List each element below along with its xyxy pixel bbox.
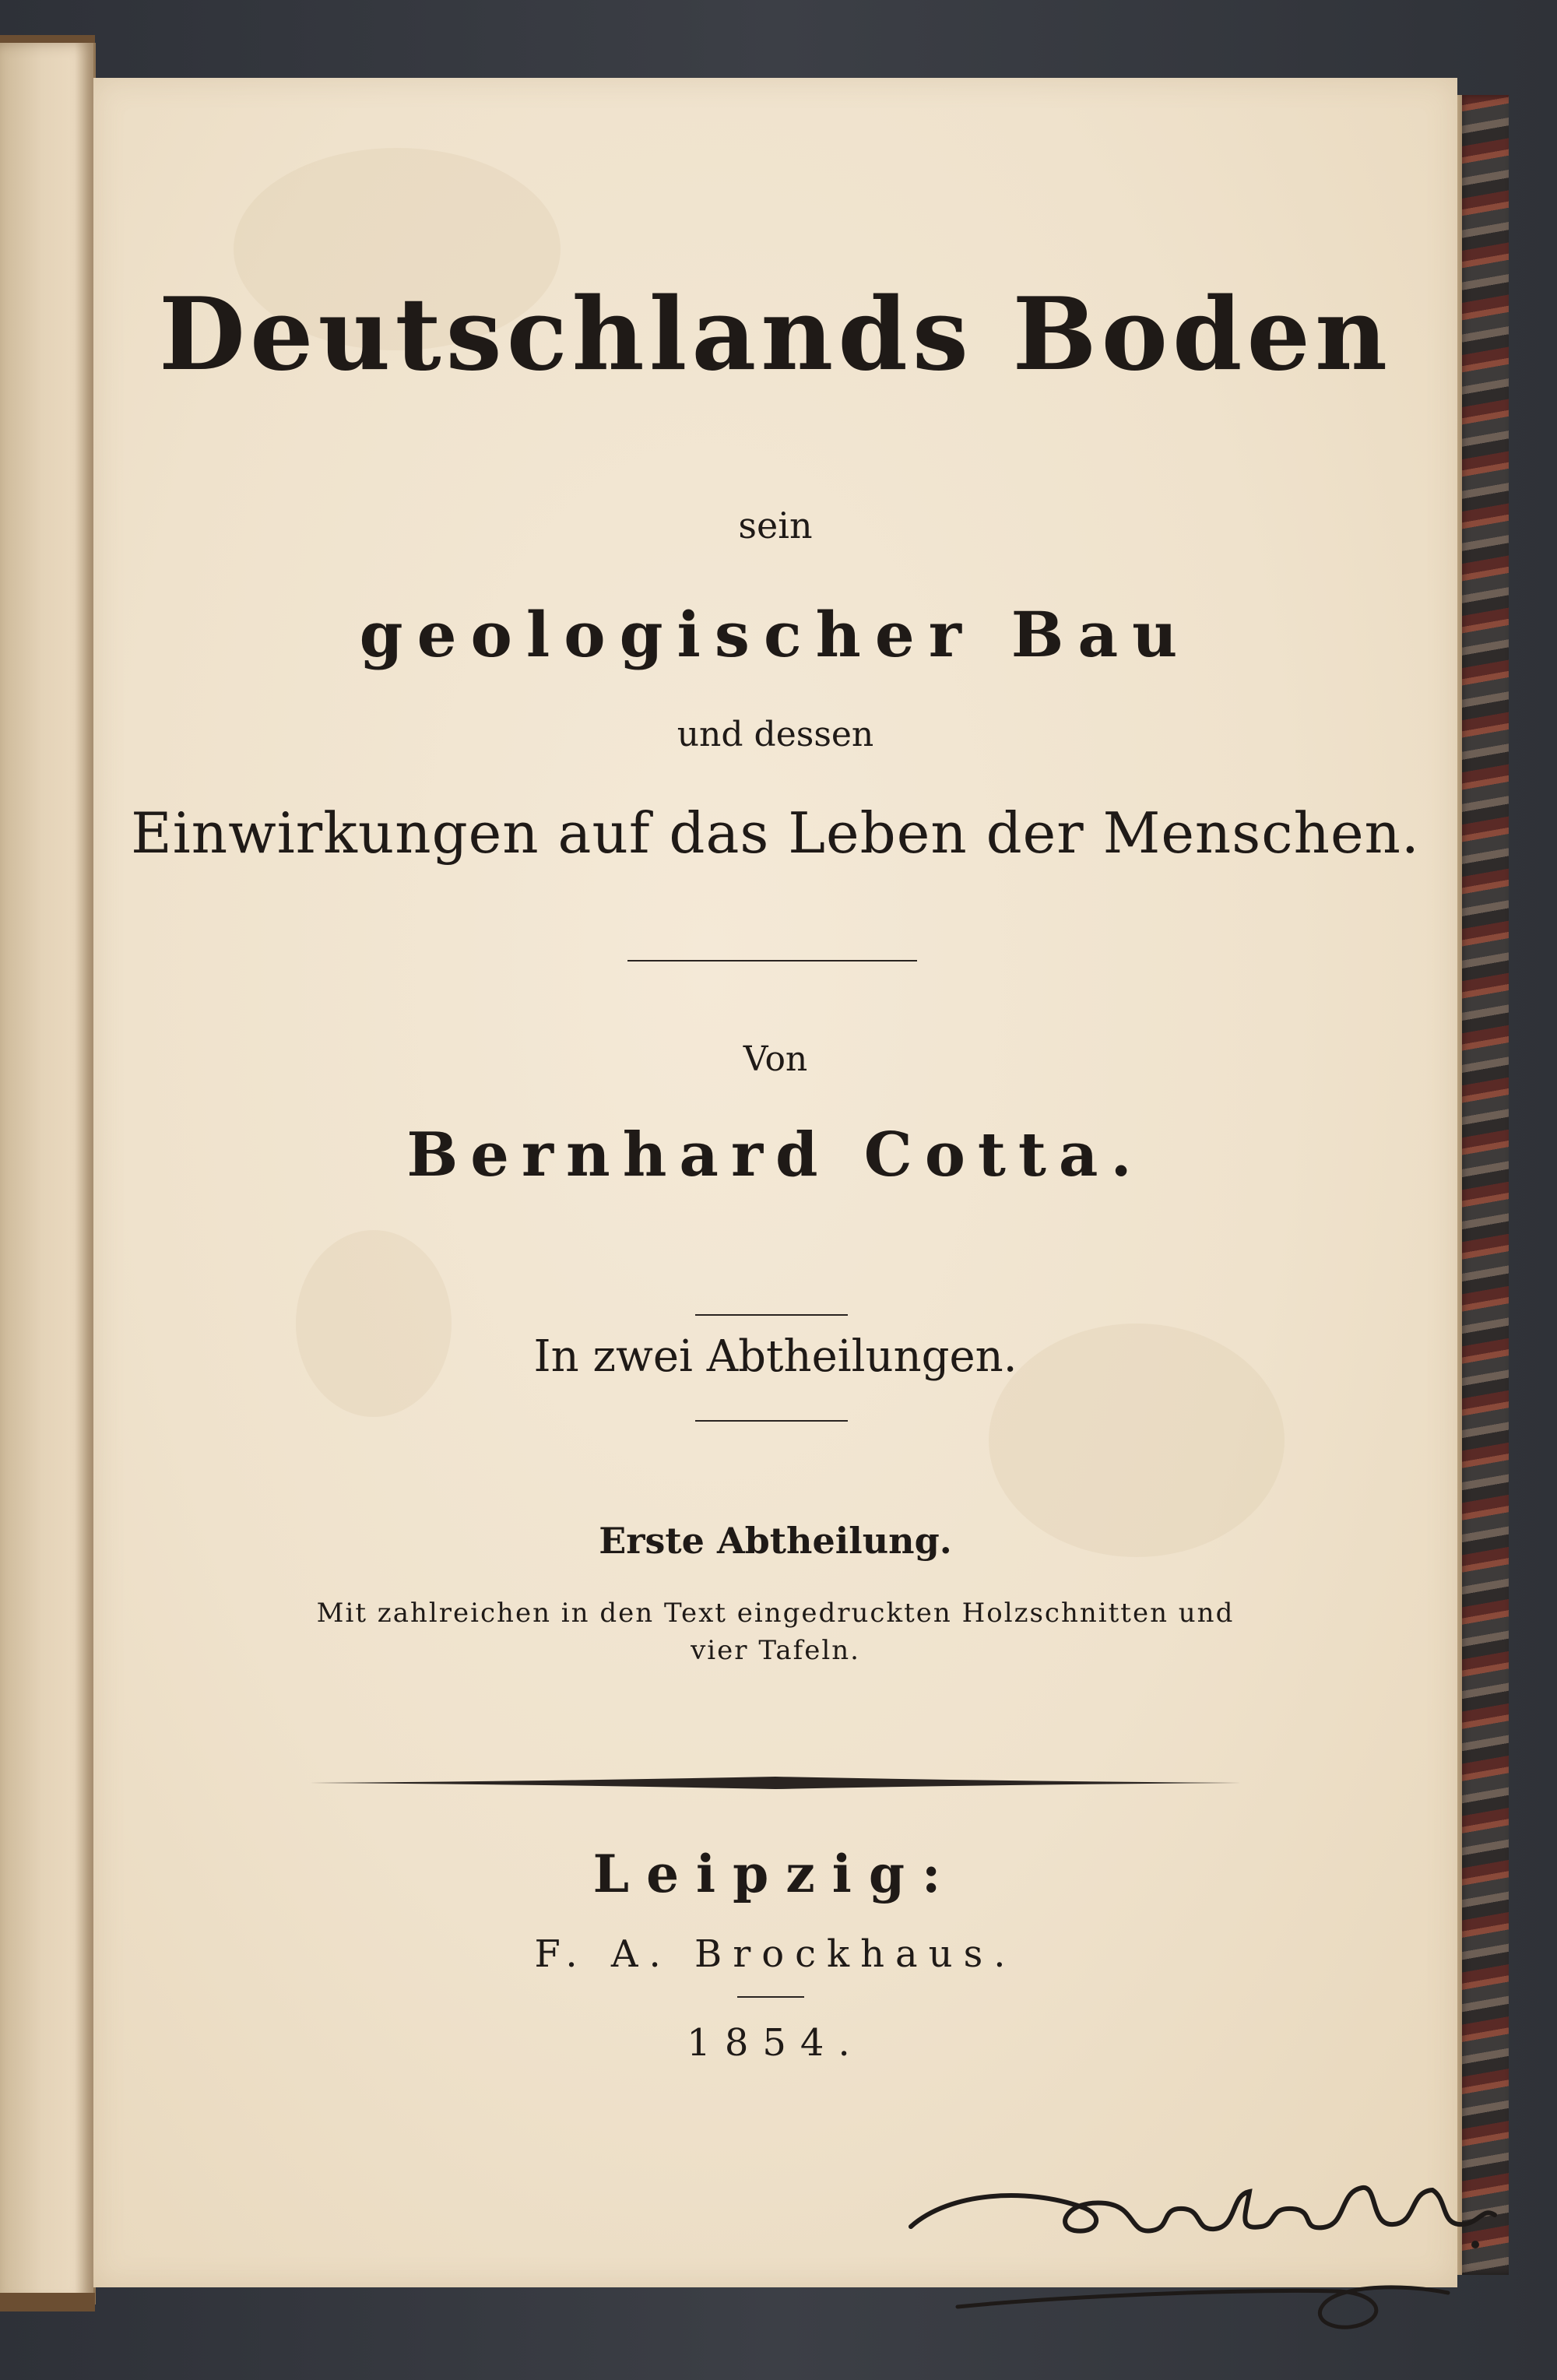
left-cover-edge-bottom: [0, 2293, 95, 2311]
handwritten-signature: [903, 2153, 1526, 2347]
divider-rule: [695, 1420, 848, 1422]
paper-stain: [296, 1230, 452, 1417]
subtitle-und-dessen: und dessen: [677, 715, 874, 754]
imprint-place: Leipzig:: [592, 1844, 958, 1904]
illustrations-note-line-1: Mit zahlreichen in den Text eingedruckten Holzschnitten und: [316, 1598, 1235, 1629]
divider-rule: [737, 1996, 804, 1998]
imprint-year: 1854.: [687, 2021, 864, 2065]
author-name: Bernhard Cotta.: [406, 1120, 1144, 1190]
book-title: Deutschlands Boden: [159, 276, 1392, 393]
imprint-publisher: F. A. Brockhaus.: [534, 1932, 1017, 1976]
volumes-note: In zwei Abtheilungen.: [533, 1331, 1017, 1382]
divider-rule: [627, 960, 917, 961]
subtitle-geologischer-bau: geologischer Bau: [359, 598, 1192, 671]
by-line: Von: [743, 1039, 808, 1079]
subtitle-sein: sein: [738, 504, 813, 547]
left-page-edge: [0, 43, 96, 2304]
title-page: [93, 78, 1457, 2287]
subtitle-einwirkungen: Einwirkungen auf das Leben der Menschen.: [131, 800, 1420, 866]
ornamental-swell-rule: [310, 1774, 1241, 1792]
marbled-cover: [1454, 95, 1509, 2275]
divider-rule: [695, 1314, 848, 1316]
illustrations-note-line-2: vier Tafeln.: [691, 1635, 860, 1666]
part-label: Erste Abtheilung.: [599, 1520, 952, 1562]
